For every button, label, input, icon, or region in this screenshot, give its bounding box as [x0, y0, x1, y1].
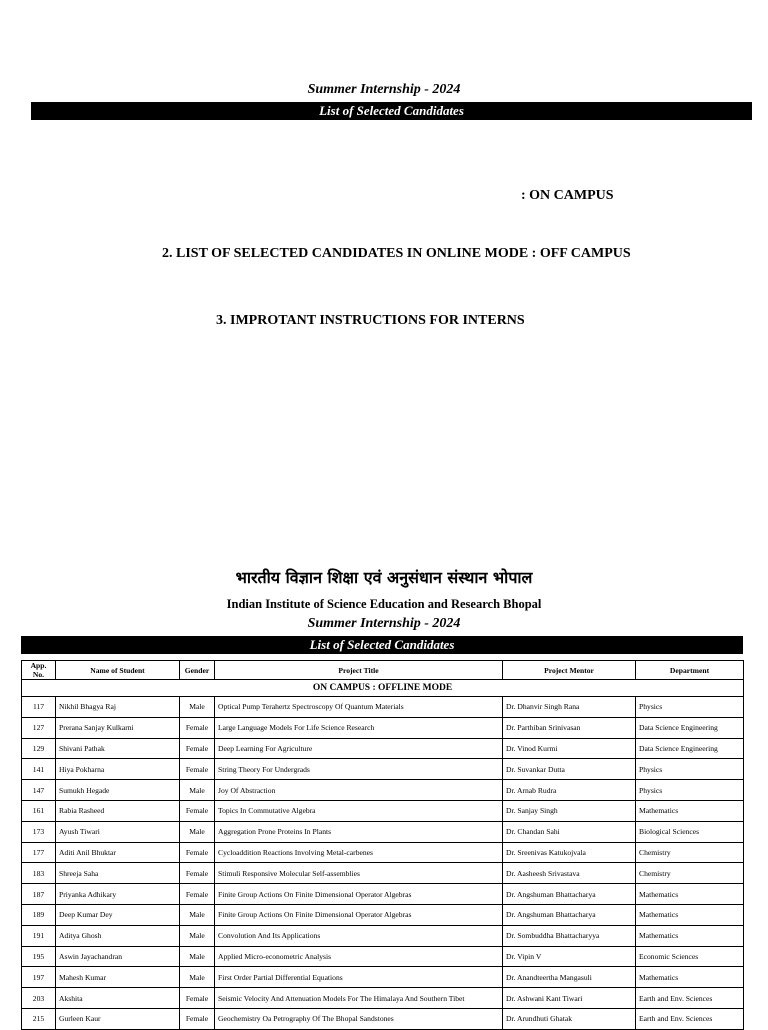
link-on-campus[interactable]: : ON CAMPUS — [521, 188, 614, 203]
institute-name-hindi: भारतीय विज्ञान शिक्षा एवं अनुसंधान संस्थान भोपाल — [235, 568, 533, 587]
cell-app-no: 147 — [22, 780, 56, 801]
cell-department: Earth and Env. Sciences — [636, 988, 744, 1009]
cell-department: Mathematics — [636, 800, 744, 821]
cell-gender: Female — [180, 1008, 215, 1029]
cell-gender: Female — [180, 842, 215, 863]
table-row — [22, 925, 744, 946]
cell-gender: Male — [180, 780, 215, 801]
cell-project: Cycloaddition Reactions Involving Metal-carbenes — [215, 842, 503, 863]
cell-project: Geochemistry Oa Petrography Of The Bhopal Sandstones — [215, 1008, 503, 1029]
section-row — [22, 680, 744, 697]
table-row — [22, 988, 744, 1009]
cell-app-no: 161 — [22, 800, 56, 821]
cell-gender: Female — [180, 800, 215, 821]
cell-mentor: Dr. Arnab Rudra — [503, 780, 636, 801]
cell-app-no: 189 — [22, 904, 56, 925]
cell-name: Sumukh Hegade — [56, 780, 180, 801]
cell-department: Physics — [636, 759, 744, 780]
link-instructions[interactable]: 3. IMPROTANT INSTRUCTIONS FOR INTERNS — [216, 313, 525, 328]
table-row — [22, 717, 744, 738]
page2-title: Summer Internship - 2024 — [307, 616, 461, 631]
cell-department: Economic Sciences — [636, 946, 744, 967]
cell-app-no: 197 — [22, 967, 56, 988]
cell-project: Deep Learning For Agriculture — [215, 738, 503, 759]
cell-department: Physics — [636, 780, 744, 801]
col-header-gender: Gender — [180, 661, 215, 680]
cell-gender: Female — [180, 738, 215, 759]
institute-name: Indian Institute of Science Education and Research Bhopal — [226, 597, 542, 611]
cell-department: Chemistry — [636, 842, 744, 863]
table-row — [22, 821, 744, 842]
cell-gender: Female — [180, 717, 215, 738]
cell-department: Data Science Engineering — [636, 738, 744, 759]
cell-gender: Female — [180, 884, 215, 905]
cell-app-no: 117 — [22, 697, 56, 718]
cell-app-no: 191 — [22, 925, 56, 946]
cell-name: Priyanka Adhikary — [56, 884, 180, 905]
cell-project: String Theory For Undergrads — [215, 759, 503, 780]
cell-department: Physics — [636, 697, 744, 718]
cell-name: Hiya Pokharna — [56, 759, 180, 780]
col-header-name: Name of Student — [56, 661, 180, 680]
cell-mentor: Dr. Dhanvir Singh Rana — [503, 697, 636, 718]
cell-project: Finite Group Actions On Finite Dimensional Operator Algebras — [215, 904, 503, 925]
cell-gender: Male — [180, 925, 215, 946]
cell-gender: Male — [180, 946, 215, 967]
col-header-project: Project Title — [215, 661, 503, 680]
cell-name: Deep Kumar Dey — [56, 904, 180, 925]
cell-department: Mathematics — [636, 904, 744, 925]
table-row — [22, 1008, 744, 1029]
cell-gender: Female — [180, 759, 215, 780]
cell-department: Chemistry — [636, 863, 744, 884]
cell-mentor: Dr. Angshuman Bhattacharya — [503, 904, 636, 925]
table-row — [22, 904, 744, 925]
table-row — [22, 842, 744, 863]
cell-name: Shreeja Saha — [56, 863, 180, 884]
cell-project: Stimuli Responsive Molecular Self-assemblies — [215, 863, 503, 884]
link-off-campus[interactable]: 2. LIST OF SELECTED CANDIDATES IN ONLINE MODE : OFF CAMPUS — [162, 246, 631, 261]
cell-app-no: 183 — [22, 863, 56, 884]
table-row — [22, 697, 744, 718]
table-row — [22, 863, 744, 884]
cell-department: Mathematics — [636, 925, 744, 946]
col-header-app-no: App. No. — [22, 661, 56, 680]
table-row — [22, 738, 744, 759]
cell-name: Nikhil Bhagya Raj — [56, 697, 180, 718]
table-row — [22, 967, 744, 988]
table-row — [22, 800, 744, 821]
cell-name: Aswin Jayachandran — [56, 946, 180, 967]
cell-name: Aditya Ghosh — [56, 925, 180, 946]
cell-name: Akshita — [56, 988, 180, 1009]
cell-mentor: Dr. Anandteertha Mangasuli — [503, 967, 636, 988]
cell-app-no: 195 — [22, 946, 56, 967]
candidates-table — [21, 660, 744, 1030]
table-header-row — [22, 661, 744, 680]
cell-gender: Female — [180, 988, 215, 1009]
cell-mentor: Dr. Chandan Sahi — [503, 821, 636, 842]
cell-name: Aditi Anil Bhuktar — [56, 842, 180, 863]
cell-mentor: Dr. Arundhuti Ghatak — [503, 1008, 636, 1029]
cell-name: Mahesh Kumar — [56, 967, 180, 988]
cell-mentor: Dr. Sreenivas Katukojvala — [503, 842, 636, 863]
cell-gender: Male — [180, 904, 215, 925]
cell-project: Topics In Commutative Algebra — [215, 800, 503, 821]
cell-department: Data Science Engineering — [636, 717, 744, 738]
cell-mentor: Dr. Vipin V — [503, 946, 636, 967]
cell-mentor: Dr. Sanjay Singh — [503, 800, 636, 821]
cell-mentor: Dr. Sombuddha Bhattacharyya — [503, 925, 636, 946]
cell-project: Optical Pump Terahertz Spectroscopy Of Quantum Materials — [215, 697, 503, 718]
cell-gender: Male — [180, 697, 215, 718]
cell-app-no: 129 — [22, 738, 56, 759]
cell-department: Mathematics — [636, 884, 744, 905]
page2-banner: List of Selected Candidates — [21, 636, 743, 654]
cell-app-no: 203 — [22, 988, 56, 1009]
cell-gender: Male — [180, 967, 215, 988]
table-row — [22, 759, 744, 780]
cell-name: Prerana Sanjay Kulkarni — [56, 717, 180, 738]
cell-project: Convolution And Its Applications — [215, 925, 503, 946]
col-header-mentor: Project Mentor — [503, 661, 636, 680]
table-row — [22, 884, 744, 905]
cell-project: Seismic Velocity And Attenuation Models For The Himalaya And Southern Tibet — [215, 988, 503, 1009]
section-label: ON CAMPUS : OFFLINE MODE — [22, 680, 744, 697]
cell-name: Ayush Tiwari — [56, 821, 180, 842]
page1-title: Summer Internship - 2024 — [307, 82, 461, 97]
cell-app-no: 187 — [22, 884, 56, 905]
cell-project: Applied Micro-econometric Analysis — [215, 946, 503, 967]
cell-department: Earth and Env. Sciences — [636, 1008, 744, 1029]
page1-banner: List of Selected Candidates — [31, 102, 752, 120]
cell-project: Aggregation Prone Proteins In Plants — [215, 821, 503, 842]
cell-project: Joy Of Abstraction — [215, 780, 503, 801]
cell-app-no: 173 — [22, 821, 56, 842]
cell-name: Rabia Rasheed — [56, 800, 180, 821]
cell-mentor: Dr. Angshuman Bhattacharya — [503, 884, 636, 905]
cell-name: Gurleen Kaur — [56, 1008, 180, 1029]
cell-project: Large Language Models For Life Science Research — [215, 717, 503, 738]
table-row — [22, 780, 744, 801]
cell-app-no: 127 — [22, 717, 56, 738]
cell-name: Shivani Pathak — [56, 738, 180, 759]
cell-mentor: Dr. Ashwani Kant Tiwari — [503, 988, 636, 1009]
cell-department: Mathematics — [636, 967, 744, 988]
cell-gender: Female — [180, 863, 215, 884]
cell-project: First Order Partial Differential Equations — [215, 967, 503, 988]
cell-mentor: Dr. Parthiban Srinivasan — [503, 717, 636, 738]
cell-app-no: 177 — [22, 842, 56, 863]
table-row — [22, 946, 744, 967]
cell-mentor: Dr. Suvankar Dutta — [503, 759, 636, 780]
cell-mentor: Dr. Vinod Kurmi — [503, 738, 636, 759]
cell-gender: Male — [180, 821, 215, 842]
col-header-department: Department — [636, 661, 744, 680]
cell-project: Finite Group Actions On Finite Dimensional Operator Algebras — [215, 884, 503, 905]
cell-app-no: 215 — [22, 1008, 56, 1029]
cell-app-no: 141 — [22, 759, 56, 780]
cell-mentor: Dr. Aasheesh Srivastava — [503, 863, 636, 884]
cell-department: Biological Sciences — [636, 821, 744, 842]
